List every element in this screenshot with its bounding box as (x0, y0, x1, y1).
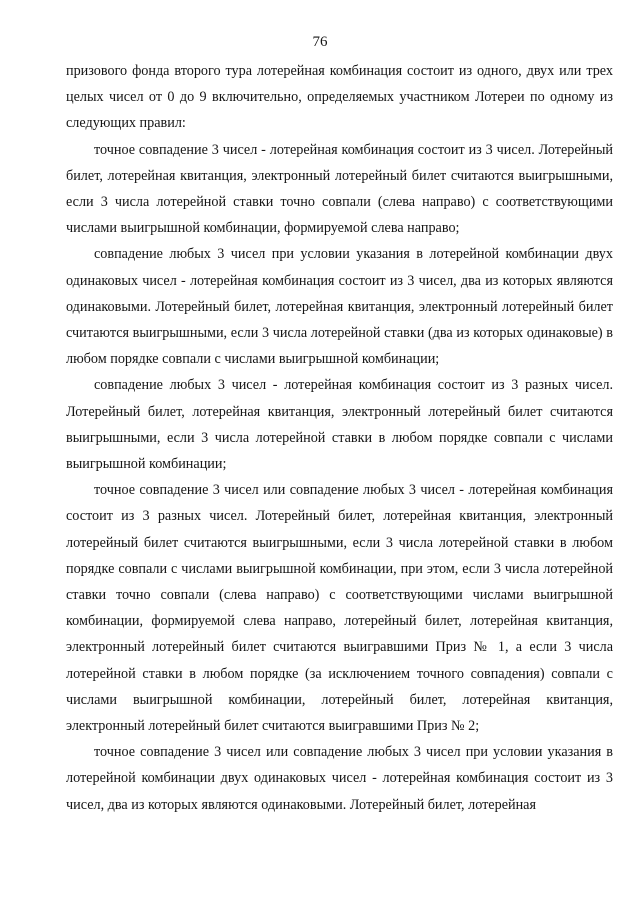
paragraph: точное совпадение 3 чисел или совпадение любых 3 чисел при условии указания в лотерейной комбинации двух одинаковых чисел - лотерейная комбинация состоит из 3 чисел, два из которых являются одинаковыми. Лотерейный билет, лотерейная (66, 744, 613, 813)
paragraph: совпадение любых 3 чисел - лотерейная комбинация состоит из 3 разных чисел. Лотерейный билет, лотерейная квитанция, электронный лотерейный билет считаются выигрышными, если 3 числа лотерейной ставки в любом порядке совпали с числами выигрышной комбинации; (66, 377, 613, 473)
paragraph: совпадение любых 3 чисел при условии указания в лотерейной комбинации двух одинаковых чисел - лотерейная комбинация состоит из 3 чисел, два из которых являются одинаковыми. Лотерейный билет, лотерейная квитанция, электронный лотерейный билет считаются выигрышными, если 3 числа лотерейной ставки (два из которых одинаковые) в любом порядке совпали с числами выигрышной комбинации; (66, 246, 613, 368)
paragraph: точное совпадение 3 чисел - лотерейная комбинация состоит из 3 чисел. Лотерейный билет, лотерейная квитанция, электронный лотерейный билет считаются выигрышными, если 3 числа лотерейной ставки точно совпали (слева направо) с соответствующими числами выигрышной комбинации, формируемой слева направо; (66, 141, 613, 237)
paragraph: призового фонда второго тура лотерейная комбинация состоит из одного, двух или трех целых чисел от 0 до 9 включительно, определяемых участником Лотереи по одному из следующих правил: (66, 63, 613, 132)
page-number: 76 (312, 34, 328, 50)
paragraph: точное совпадение 3 чисел или совпадение любых 3 чисел - лотерейная комбинация состоит из 3 разных чисел. Лотерейный билет, лотерейная квитанция, электронный лотерейный билет считаются выигрышными, если 3 числа лотерейной ставки в любом порядке совпали с числами выигрышной комбинации, при этом, если 3 числа лотерейной ставки точно совпали (слева направо) с соответствующими числами выигрышной комбинации, формируемой слева направо, лотерейный билет, лотерейная квитанция, электронный лотерейный билет считаются выигравшими Приз № 1, а если 3 числа лотерейной ставки в любом порядке (за исключением точного совпадения) совпали с числами выигрышной комбинации, лотерейный билет, лотерейная квитанция, электронный лотерейный билет считаются выигравшими Приз № 2; (66, 482, 613, 735)
body-text (66, 58, 613, 818)
